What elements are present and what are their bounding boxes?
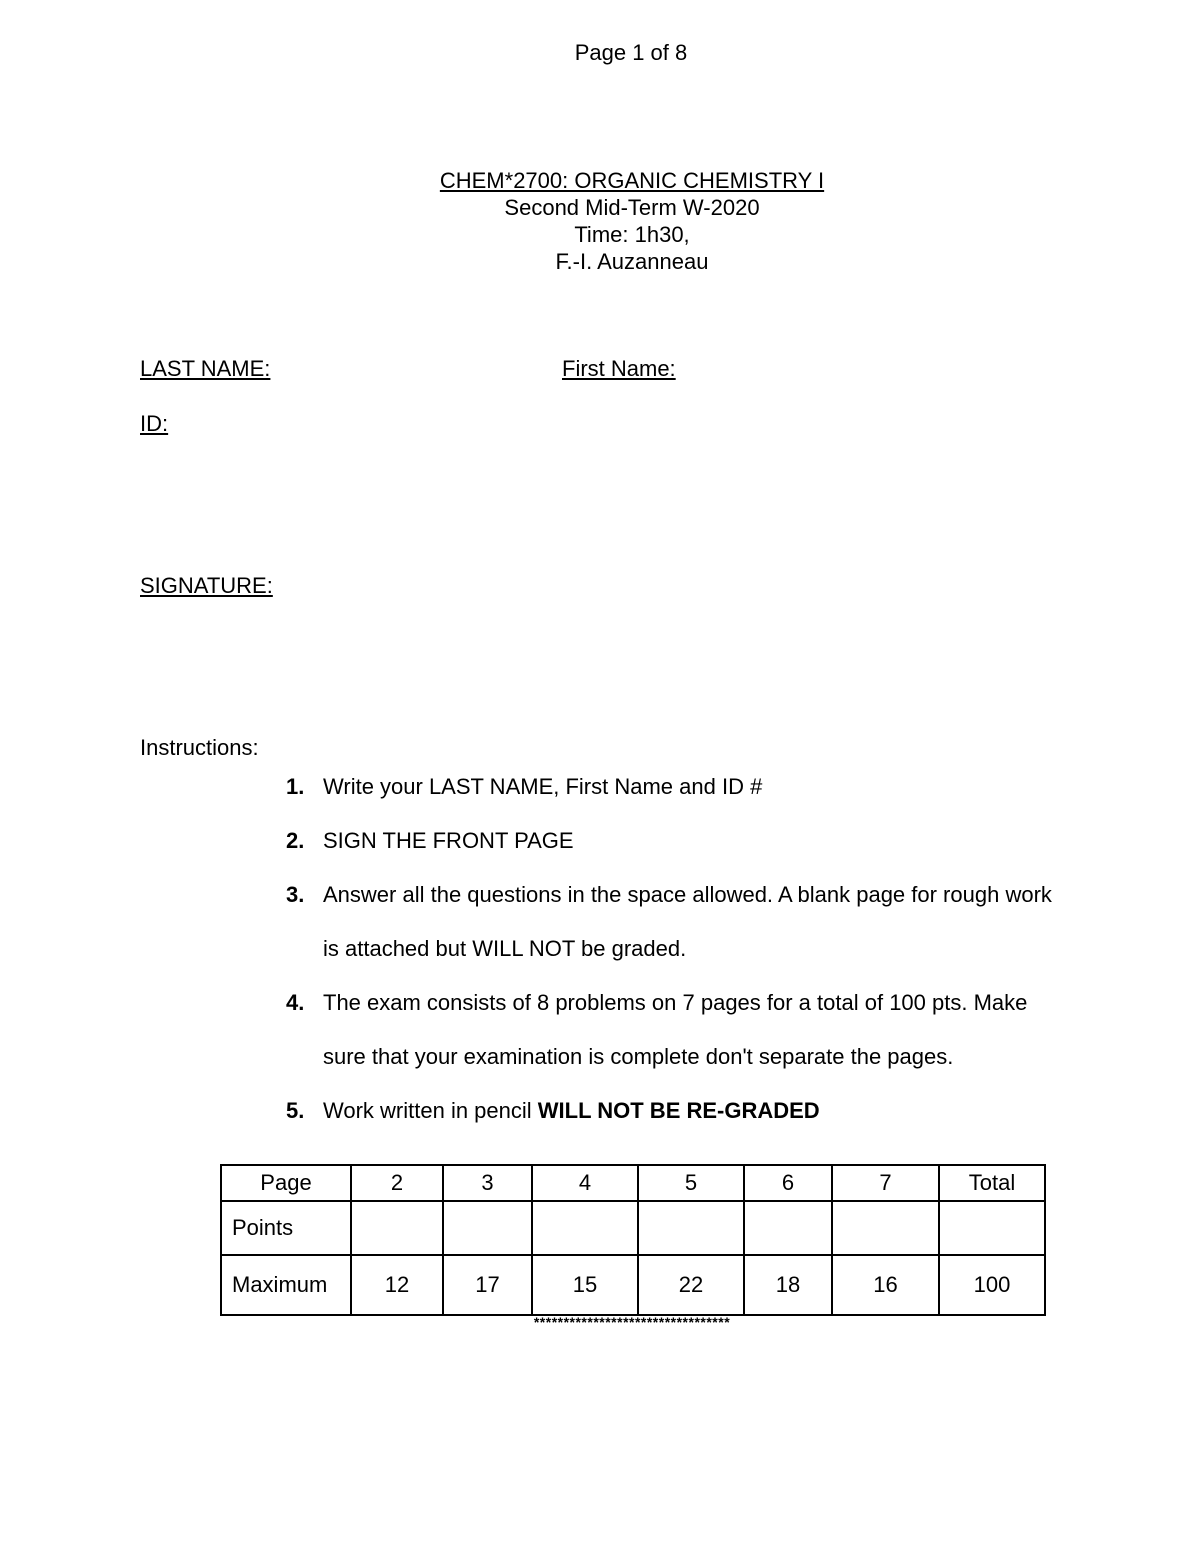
instruction-text-continued: is attached but WILL NOT be graded. <box>323 936 687 961</box>
maximum-cell: 18 <box>744 1255 832 1315</box>
maximum-cell: 17 <box>443 1255 532 1315</box>
instructions-label: Instructions: <box>140 735 259 760</box>
points-cell <box>532 1201 638 1255</box>
instruction-number: 2. <box>286 828 305 853</box>
instruction-item <box>286 976 1126 1084</box>
exam-time: Time: 1h30, <box>574 222 690 247</box>
instructions-list <box>286 760 1126 1138</box>
points-cell <box>744 1201 832 1255</box>
points-cell <box>939 1201 1045 1255</box>
table-row-points <box>221 1201 1045 1255</box>
table-header-cell: 2 <box>351 1165 443 1201</box>
instruction-item <box>286 1084 1126 1138</box>
table-header-cell: 6 <box>744 1165 832 1201</box>
table-header-cell: Page <box>221 1165 351 1201</box>
instruction-number: 1. <box>286 774 305 799</box>
exam-title-block <box>0 167 1200 275</box>
course-title: CHEM*2700: ORGANIC CHEMISTRY I <box>439 168 825 193</box>
exam-name: Second Mid-Term W-2020 <box>504 195 760 220</box>
table-header-cell: 3 <box>443 1165 532 1201</box>
id-label: ID: <box>140 411 169 436</box>
points-cell <box>638 1201 744 1255</box>
instruction-item <box>286 868 1126 976</box>
table-header-cell: Total <box>939 1165 1045 1201</box>
instruction-text: Write your LAST NAME, First Name and ID # <box>323 774 763 799</box>
table-header-cell: 7 <box>832 1165 939 1201</box>
first-name-label: First Name: <box>562 356 676 381</box>
instruction-number: 5. <box>286 1098 305 1123</box>
maximum-cell: 16 <box>832 1255 939 1315</box>
maximum-cell: 15 <box>532 1255 638 1315</box>
maximum-cell: 12 <box>351 1255 443 1315</box>
table-header-cell: 4 <box>532 1165 638 1201</box>
instruction-item <box>286 814 1126 868</box>
maximum-label: Maximum <box>221 1255 351 1315</box>
score-table <box>220 1164 1046 1316</box>
last-name-label: LAST NAME: <box>140 356 271 381</box>
points-label: Points <box>221 1201 351 1255</box>
instructor-name: F.-I. Auzanneau <box>555 249 709 274</box>
table-row-maximum <box>221 1255 1045 1315</box>
instruction-emphasis: WILL NOT BE RE-GRADED <box>537 1098 820 1123</box>
signature-label: SIGNATURE: <box>140 573 273 598</box>
points-cell <box>443 1201 532 1255</box>
table-header-cell: 5 <box>638 1165 744 1201</box>
instruction-text: Answer all the questions in the space allowed. A blank page for rough work <box>323 882 1052 907</box>
instruction-text: Work written in pencil <box>323 1098 538 1123</box>
instruction-text: The exam consists of 8 problems on 7 pages for a total of 100 pts. Make <box>323 990 1028 1015</box>
points-cell <box>832 1201 939 1255</box>
instruction-text-continued: sure that your examination is complete don't separate the pages. <box>323 1044 954 1069</box>
page-number: Page 1 of 8 <box>574 40 688 65</box>
points-cell <box>351 1201 443 1255</box>
table-header-row <box>221 1165 1045 1201</box>
instruction-text: SIGN THE FRONT PAGE <box>323 828 574 853</box>
maximum-cell: 22 <box>638 1255 744 1315</box>
instruction-item <box>286 760 1126 814</box>
footer-stars-divider: ********************************* <box>533 1314 731 1330</box>
maximum-cell: 100 <box>939 1255 1045 1315</box>
instruction-number: 3. <box>286 882 305 907</box>
instruction-number: 4. <box>286 990 305 1015</box>
